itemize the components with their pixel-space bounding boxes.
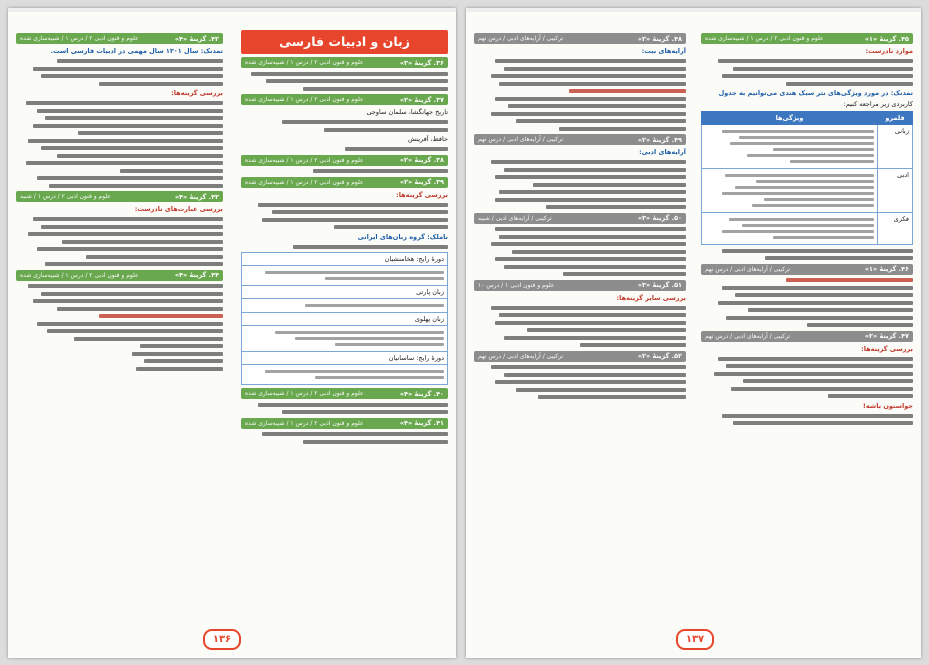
question-number: ۴۸. گزینهٔ «۲» bbox=[637, 34, 682, 43]
right-page-right-column bbox=[701, 30, 913, 628]
question-number: ۴۶. گزینهٔ «۱» bbox=[864, 265, 909, 273]
table-cell bbox=[702, 169, 878, 213]
table-cell: زبانی bbox=[878, 125, 913, 169]
question-number: ۵۰. گزینهٔ «۳» bbox=[637, 214, 682, 222]
question-header bbox=[701, 264, 913, 275]
table-cell: ادبی bbox=[878, 169, 913, 213]
question-meta: ترکیبی / آرایه‌های ادبی / شبیه bbox=[478, 214, 552, 222]
question-number: ۴۲. گزینهٔ «۴» bbox=[174, 34, 219, 43]
question-header bbox=[474, 213, 686, 224]
question-header bbox=[241, 57, 448, 68]
question-number: ۵۱. گزینهٔ «۳» bbox=[637, 281, 682, 289]
page-number: ۱۳۷ bbox=[676, 629, 714, 650]
question-header bbox=[241, 155, 448, 166]
question-number: ۳۹. گزینهٔ «۲» bbox=[399, 178, 444, 186]
snippet-text: آرایه‌های بیت: bbox=[641, 47, 686, 55]
question-number: ۴۴. گزینهٔ «۴» bbox=[174, 271, 219, 279]
question-meta: علوم و فنون ادبی ۲ / درس ۱ / شبیه‌سازی شده bbox=[705, 35, 824, 42]
snippet-text: بررسی گزینه‌ها: bbox=[861, 344, 913, 353]
question-meta: علوم و فنون ادبی ۲ / درس ۱ / شبیه‌سازی شده bbox=[245, 178, 364, 186]
languages-table bbox=[241, 252, 448, 385]
question-header bbox=[474, 280, 686, 291]
table-cell: دورهٔ رایج: هخامنشیان bbox=[242, 253, 448, 266]
snippet-text: بررسی عبارت‌های نادرست: bbox=[134, 205, 223, 213]
question-number: ۳۶. گزینهٔ «۳» bbox=[399, 58, 444, 67]
question-number: ۴۱. گزینهٔ «۴» bbox=[399, 419, 444, 427]
page-top-strip bbox=[466, 8, 921, 12]
snippet-text: آرایه‌های ادبی: bbox=[639, 148, 686, 156]
question-header bbox=[474, 134, 686, 145]
snippet-text: تمدنک: سال ۱۳۰۱ سال مهمی در ادبیات فارسی است. bbox=[50, 47, 223, 55]
question-meta: علوم و فنون ادبی ۲ / درس ۱ / شبیه‌سازی شده bbox=[245, 156, 364, 164]
question-meta: علوم و فنون ادبی ۱ / درس ۱۰ bbox=[478, 281, 555, 289]
question-header bbox=[474, 351, 686, 362]
snippet-text: ناملک: گروه زبان‌های ایرانی bbox=[357, 232, 448, 241]
question-header bbox=[16, 270, 223, 281]
question-header bbox=[241, 418, 448, 429]
table-cell bbox=[242, 365, 448, 385]
table-cell: زبان پارتی bbox=[242, 286, 448, 299]
table-cell bbox=[702, 125, 878, 169]
snippet-text: بررسی سایر گزینه‌ها: bbox=[616, 293, 686, 302]
question-number: ۴۵. گزینهٔ «۱» bbox=[864, 34, 909, 43]
snippet-text: بررسی گزینه‌ها: bbox=[171, 89, 223, 97]
table-cell: زبان پهلوی bbox=[242, 313, 448, 326]
table-header: ویژگی‌ها bbox=[702, 112, 878, 125]
snippet-text: حافظ، آفرینش bbox=[408, 135, 448, 143]
question-number: ۴۰. گزینهٔ «۴» bbox=[399, 389, 444, 398]
table-header: قلمرو bbox=[878, 112, 913, 125]
right-page bbox=[466, 8, 921, 658]
question-number: ۳۷. گزینهٔ «۳» bbox=[399, 95, 444, 104]
table-cell bbox=[702, 213, 878, 245]
question-number: ۴۹. گزینهٔ «۲» bbox=[637, 135, 682, 144]
snippet-text: بررسی گزینه‌ها: bbox=[396, 190, 448, 199]
question-header bbox=[241, 388, 448, 399]
section-banner: زبان و ادبیات فارسی bbox=[241, 30, 448, 54]
question-meta: علوم و فنون ادبی ۲ / درس ۱ / شبیه‌سازی شده bbox=[20, 271, 139, 279]
snippet-text: تاریخ جهانگشا، سلمان ساوجی bbox=[366, 108, 448, 116]
question-header bbox=[16, 191, 223, 202]
snippet-text: کاربردی زیر مراجعه کنیم: bbox=[843, 99, 913, 108]
question-meta: ترکیبی / آرایه‌های ادبی / درس نهم bbox=[478, 136, 564, 143]
question-number: ۳۸. گزینهٔ «۲» bbox=[399, 156, 444, 164]
table-cell bbox=[242, 299, 448, 313]
question-meta: ترکیبی / آرایه‌های ادبی / درس نهم bbox=[478, 352, 564, 360]
question-number: ۴۳. گزینهٔ «۴» bbox=[174, 192, 219, 201]
style-features-table bbox=[701, 111, 913, 245]
question-header bbox=[241, 177, 448, 188]
question-header bbox=[16, 33, 223, 44]
question-meta: علوم و فنون ادبی ۲ / درس ۱ / شبیه‌سازی شده bbox=[245, 419, 364, 427]
page-number: ۱۳۶ bbox=[203, 629, 241, 650]
table-cell: دورهٔ رایج: ساسانیان bbox=[242, 352, 448, 365]
snippet-text: تمدنک: در مورد ویژگی‌های نثر سبک هندی می‌توانیم به جدول bbox=[718, 89, 913, 97]
question-number: ۴۷. گزینهٔ «۲» bbox=[864, 332, 909, 340]
left-page-right-column bbox=[241, 30, 448, 628]
left-page-left-column bbox=[16, 30, 223, 628]
question-header bbox=[701, 33, 913, 44]
question-meta: علوم و فنون ادبی ۲ / درس ۱ / شبیه‌سازی شده bbox=[245, 96, 364, 103]
question-meta: علوم و فنون ادبی ۲ / درس ۱ / شبیه bbox=[20, 193, 111, 200]
table-cell bbox=[242, 326, 448, 352]
question-meta: علوم و فنون ادبی ۲ / درس ۱ / شبیه‌سازی شده bbox=[245, 59, 364, 66]
table-cell: فکری bbox=[878, 213, 913, 245]
snippet-text: جواستون باشه! bbox=[862, 401, 913, 410]
question-meta: علوم و فنون ادبی ۲ / درس ۱ / شبیه‌سازی شده bbox=[245, 390, 364, 397]
page-top-strip bbox=[8, 8, 456, 12]
question-header bbox=[701, 331, 913, 342]
question-header bbox=[474, 33, 686, 44]
question-meta: ترکیبی / آرایه‌های ادبی / درس نهم bbox=[705, 265, 791, 273]
right-page-left-column bbox=[474, 30, 686, 628]
question-meta: ترکیبی / آرایه‌های ادبی / درس نهم bbox=[478, 35, 564, 42]
question-meta: ترکیبی / آرایه‌های ادبی / درس نهم bbox=[705, 332, 791, 340]
snippet-text: موارد نادرست: bbox=[865, 47, 913, 55]
question-number: ۵۲. گزینهٔ «۲» bbox=[637, 352, 682, 360]
left-page bbox=[8, 8, 456, 658]
question-meta: علوم و فنون ادبی ۲ / درس ۱ / شبیه‌سازی شده bbox=[20, 35, 139, 42]
question-header bbox=[241, 94, 448, 105]
table-cell bbox=[242, 266, 448, 286]
